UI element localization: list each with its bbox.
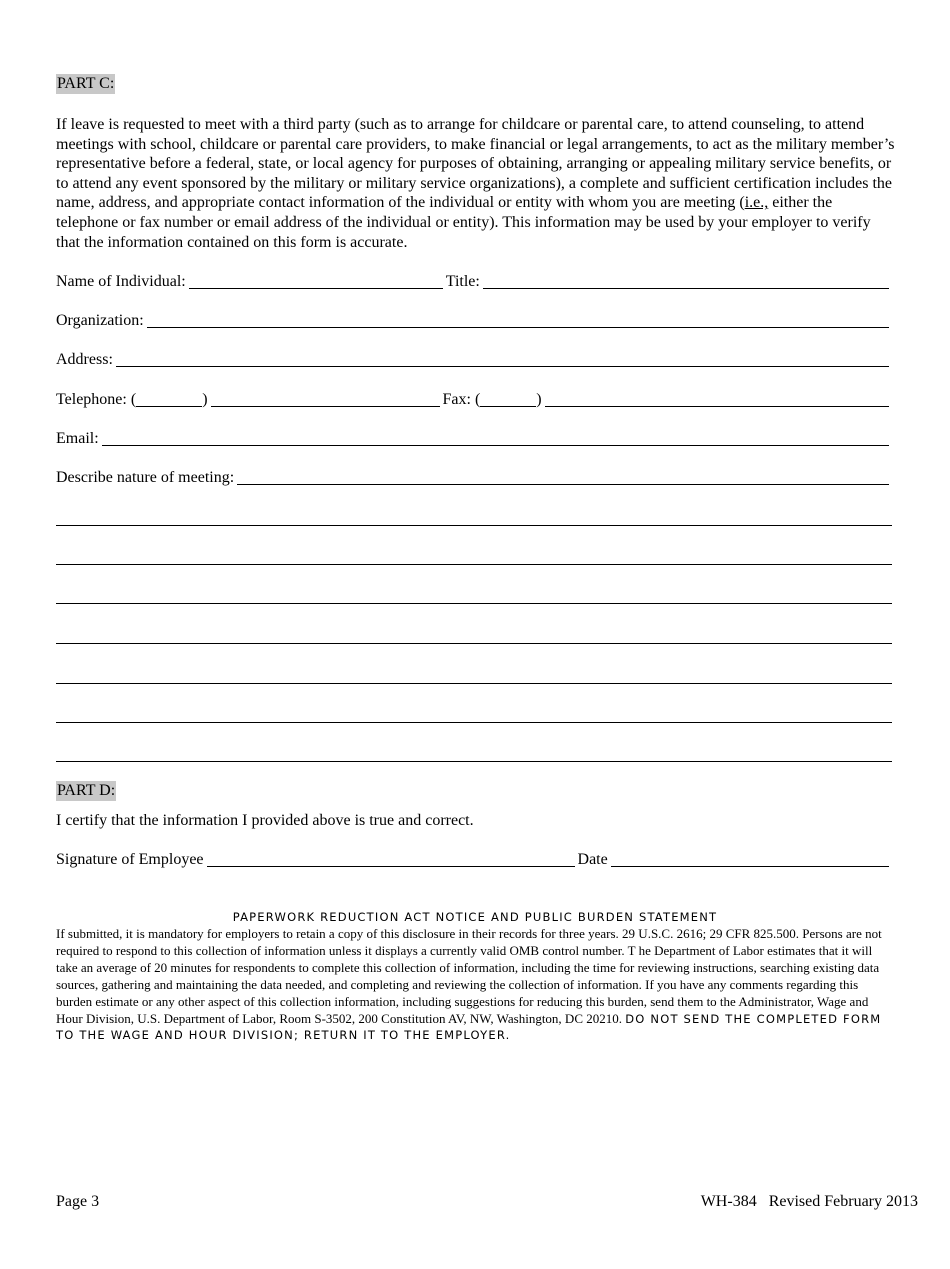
email-row [56,427,892,449]
organization-field[interactable] [147,312,889,328]
meeting-description-line[interactable] [56,643,892,644]
describe-meeting-field[interactable] [237,469,889,485]
date-label: Date [577,851,608,868]
title-label: Title: [445,273,480,290]
fax-area-code-field[interactable] [480,391,536,407]
part-c-heading: PART C: [57,75,115,92]
paperwork-notice-title: PAPERWORK REDUCTION ACT NOTICE AND PUBLIC BURDEN STATEMENT [232,910,718,924]
name-title-row [56,270,892,292]
meeting-description-line[interactable] [56,525,892,526]
telephone-field[interactable] [211,391,440,407]
fax-field[interactable] [545,391,889,407]
fax-label: Fax: ( [442,391,481,408]
meeting-description-line[interactable] [56,603,892,604]
telephone-area-code-field[interactable] [136,391,202,407]
email-field[interactable] [102,430,889,446]
telephone-close-paren: ) [202,391,208,408]
part-c-instructions [56,115,896,252]
telephone-fax-row [56,388,892,410]
meeting-description-line[interactable] [56,683,892,684]
signature-field[interactable] [207,851,575,867]
name-field[interactable] [189,273,443,289]
signature-date-row [56,848,892,870]
fax-close-paren: ) [536,391,542,408]
intro-text-1: If leave is requested to meet with a third party (such as to arrange for childcare or parental care, to attend counseling, to attend meetings with school, childcare or parental care providers, to make financial or legal arrangements, to act as the military member’s representative before a federal, state, or local agency for purposes of obtaining, arranging or appealing military service benefits, or to attend any event sponsored by the military or military service organizations), a complete and sufficient certification includes the name, address, and appropriate contact information of the individual or entity with whom you are meeting ( [56,116,895,212]
signature-label: Signature of Employee [56,851,204,868]
describe-meeting-row [56,466,892,488]
telephone-label: Telephone: ( [56,391,137,408]
form-revision: WH-384 Revised February 2013 [700,1193,918,1210]
form-page [56,0,918,1269]
date-field[interactable] [611,851,889,867]
certification-statement: I certify that the information I provided above is true and correct. [56,812,474,829]
describe-meeting-label: Describe nature of meeting: [56,469,235,486]
meeting-description-line[interactable] [56,761,892,762]
organization-row [56,309,892,331]
part-d-heading: PART D: [57,782,116,799]
page-number: Page 3 [56,1193,100,1210]
name-label: Name of Individual: [56,273,186,290]
notice-closing-instruction: DO NOT SEND THE COMPLETED FORM TO THE WAGE AND HOUR DIVISION; RETURN IT TO THE EMPLOYER. [56,1011,882,1043]
intro-ie: i.e., [744,194,769,212]
meeting-description-line[interactable] [56,722,892,723]
meeting-description-line[interactable] [56,564,892,565]
address-label: Address: [56,351,113,368]
title-field[interactable] [483,273,889,289]
organization-label: Organization: [56,312,144,329]
email-label: Email: [56,430,99,447]
address-row [56,348,892,370]
intro-text-2: either the telephone or fax number or email address of the individual or entity). This information may be used by your employer to verify that the information contained on this form is accurate. [56,194,871,251]
address-field[interactable] [116,351,889,367]
notice-text: If submitted, it is mandatory for employers to retain a copy of this disclosure in their records for three years. 29 U.S.C. 2616; 29 CFR 825.500. Persons are not required to respond to this collection of information unless it displays a currently valid OMB control number. T he Department of Labor estimates that it will take an average of 20 minutes for respondents to complete this collection of information, including the time for reviewing instructions, searching existing data sources, gathering and maintaining the data needed, and completing and reviewing the collection of information. If you have any comments regarding this burden estimate or any other aspect of this collection information, including suggestions for reducing this burden, send them to the Administrator, Wage and Hour Division, U.S. Department of Labor, Room S-3502, 200 Constitution AV, NW, Washington, DC 20210. [56,926,882,1026]
paperwork-notice-body [56,926,896,1044]
